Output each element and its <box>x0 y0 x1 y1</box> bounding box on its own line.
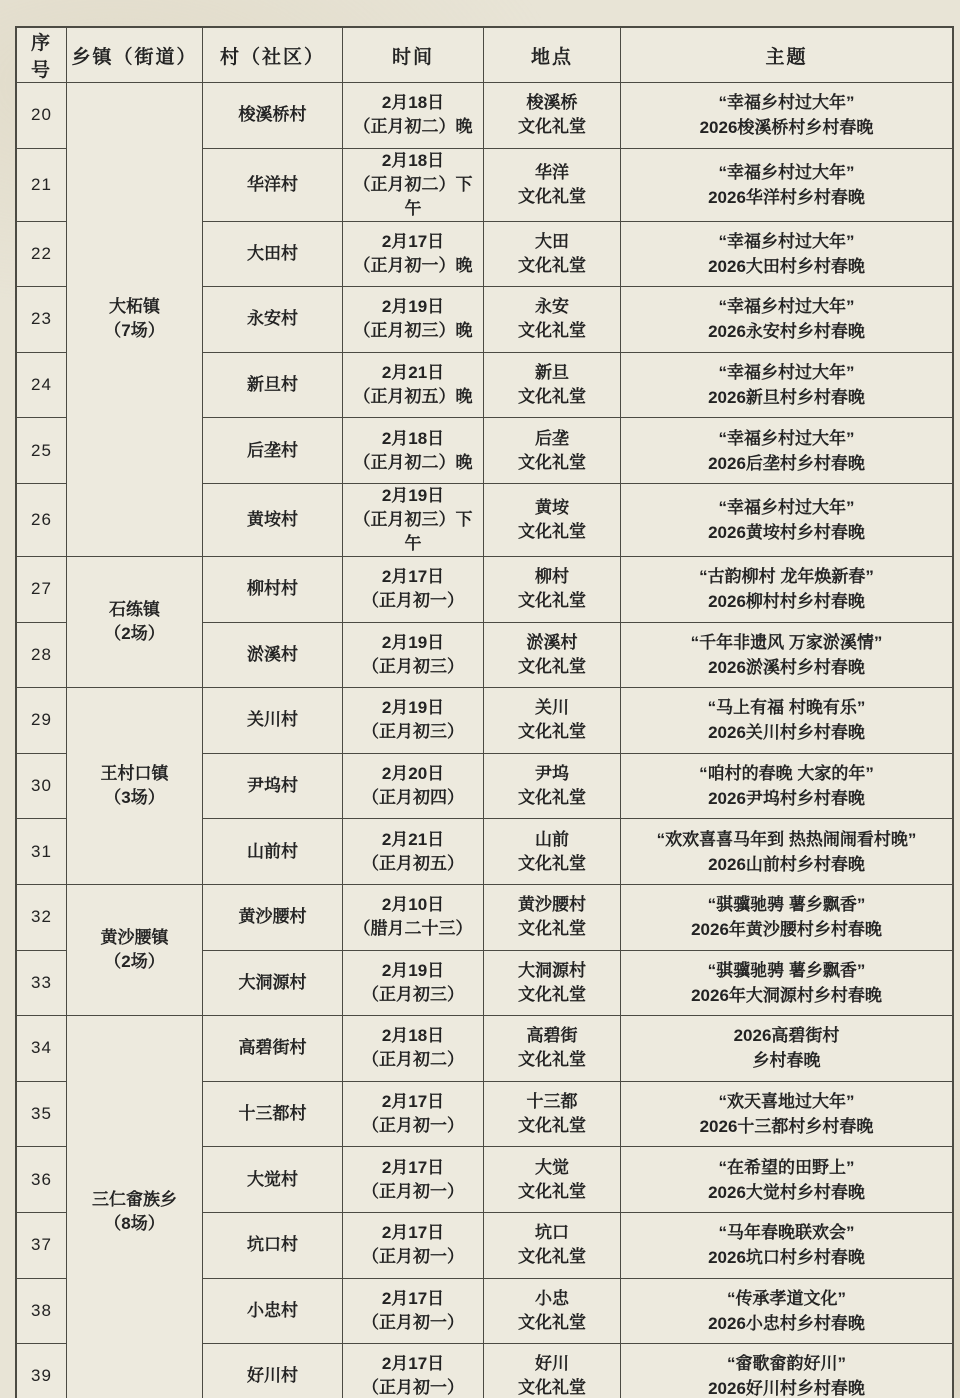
row-number-cell: 32 <box>17 884 67 950</box>
theme-cell: “骐骥驰骋 薯乡飘香” 2026年黄沙腰村乡村春晚 <box>621 884 953 950</box>
time-cell: 2月18日 （正月初二）晚 <box>343 83 484 149</box>
village-cell: 坑口村 <box>203 1212 343 1278</box>
village-cell: 后垄村 <box>203 418 343 484</box>
place-cell: 尹坞 文化礼堂 <box>484 753 621 819</box>
row-number-cell: 29 <box>17 688 67 754</box>
header-town-street: 乡镇（街道） <box>67 28 203 83</box>
time-cell: 2月10日 （腊月二十三） <box>343 884 484 950</box>
time-cell: 2月19日 （正月初三） <box>343 688 484 754</box>
time-cell: 2月17日 （正月初一） <box>343 1147 484 1213</box>
time-cell: 2月18日 （正月初二）下午 <box>343 148 484 221</box>
place-cell: 梭溪桥 文化礼堂 <box>484 83 621 149</box>
place-cell: 新旦 文化礼堂 <box>484 352 621 418</box>
place-cell: 柳村 文化礼堂 <box>484 556 621 622</box>
theme-cell: “咱村的春晚 大家的年” 2026尹坞村乡村春晚 <box>621 753 953 819</box>
place-cell: 关川 文化礼堂 <box>484 688 621 754</box>
theme-cell: “古韵柳村 龙年焕新春” 2026柳村村乡村春晚 <box>621 556 953 622</box>
header-theme: 主题 <box>621 28 953 83</box>
table-row <box>17 1016 953 1082</box>
row-number-cell: 23 <box>17 287 67 353</box>
town-cell: 黄沙腰镇 （2场） <box>67 884 203 1015</box>
theme-cell: “幸福乡村过大年” 2026梭溪桥村乡村春晚 <box>621 83 953 149</box>
row-number-cell: 26 <box>17 483 67 556</box>
village-gala-schedule-table <box>16 27 953 1398</box>
row-number-cell: 27 <box>17 556 67 622</box>
village-cell: 淤溪村 <box>203 622 343 688</box>
row-number-cell: 24 <box>17 352 67 418</box>
header-serial-number: 序号 <box>17 28 67 83</box>
theme-cell: “幸福乡村过大年” 2026永安村乡村春晚 <box>621 287 953 353</box>
theme-cell: “马年春晚联欢会” 2026坑口村乡村春晚 <box>621 1212 953 1278</box>
place-cell: 小忠 文化礼堂 <box>484 1278 621 1344</box>
place-cell: 大田 文化礼堂 <box>484 221 621 287</box>
village-cell: 小忠村 <box>203 1278 343 1344</box>
row-number-cell: 35 <box>17 1081 67 1147</box>
row-number-cell: 22 <box>17 221 67 287</box>
village-cell: 山前村 <box>203 819 343 885</box>
theme-cell: “千年非遗风 万家淤溪情” 2026淤溪村乡村春晚 <box>621 622 953 688</box>
theme-cell: “幸福乡村过大年” 2026黄垵村乡村春晚 <box>621 483 953 556</box>
place-cell: 高碧街 文化礼堂 <box>484 1016 621 1082</box>
row-number-cell: 30 <box>17 753 67 819</box>
row-number-cell: 28 <box>17 622 67 688</box>
time-cell: 2月17日 （正月初一） <box>343 1344 484 1398</box>
theme-cell: “幸福乡村过大年” 2026后垄村乡村春晚 <box>621 418 953 484</box>
place-cell: 十三都 文化礼堂 <box>484 1081 621 1147</box>
place-cell: 淤溪村 文化礼堂 <box>484 622 621 688</box>
theme-cell: “马上有福 村晚有乐” 2026关川村乡村春晚 <box>621 688 953 754</box>
time-cell: 2月19日 （正月初三） <box>343 950 484 1016</box>
village-cell: 黄垵村 <box>203 483 343 556</box>
place-cell: 后垄 文化礼堂 <box>484 418 621 484</box>
time-cell: 2月19日 （正月初三） <box>343 622 484 688</box>
theme-cell: “欢天喜地过大年” 2026十三都村乡村春晚 <box>621 1081 953 1147</box>
village-cell: 关川村 <box>203 688 343 754</box>
place-cell: 黄沙腰村 文化礼堂 <box>484 884 621 950</box>
time-cell: 2月18日 （正月初二） <box>343 1016 484 1082</box>
table-row <box>17 83 953 149</box>
village-cell: 好川村 <box>203 1344 343 1398</box>
schedule-table-body <box>17 83 953 1398</box>
time-cell: 2月19日 （正月初三）晚 <box>343 287 484 353</box>
header-place: 地点 <box>484 28 621 83</box>
row-number-cell: 36 <box>17 1147 67 1213</box>
row-number-cell: 33 <box>17 950 67 1016</box>
time-cell: 2月21日 （正月初五）晚 <box>343 352 484 418</box>
theme-cell: “在希望的田野上” 2026大觉村乡村春晚 <box>621 1147 953 1213</box>
village-cell: 高碧街村 <box>203 1016 343 1082</box>
table-row <box>17 688 953 754</box>
header-time: 时间 <box>343 28 484 83</box>
time-cell: 2月17日 （正月初一） <box>343 1081 484 1147</box>
time-cell: 2月20日 （正月初四） <box>343 753 484 819</box>
row-number-cell: 31 <box>17 819 67 885</box>
time-cell: 2月17日 （正月初一）晚 <box>343 221 484 287</box>
table-row <box>17 556 953 622</box>
theme-cell: “幸福乡村过大年” 2026新旦村乡村春晚 <box>621 352 953 418</box>
row-number-cell: 39 <box>17 1344 67 1398</box>
village-cell: 梭溪桥村 <box>203 83 343 149</box>
theme-cell: “幸福乡村过大年” 2026华洋村乡村春晚 <box>621 148 953 221</box>
theme-cell: 2026高碧街村 乡村春晚 <box>621 1016 953 1082</box>
row-number-cell: 25 <box>17 418 67 484</box>
village-cell: 新旦村 <box>203 352 343 418</box>
theme-cell: “骐骥驰骋 薯乡飘香” 2026年大洞源村乡村春晚 <box>621 950 953 1016</box>
time-cell: 2月17日 （正月初一） <box>343 1278 484 1344</box>
row-number-cell: 34 <box>17 1016 67 1082</box>
time-cell: 2月17日 （正月初一） <box>343 556 484 622</box>
village-cell: 十三都村 <box>203 1081 343 1147</box>
theme-cell: “幸福乡村过大年” 2026大田村乡村春晚 <box>621 221 953 287</box>
place-cell: 山前 文化礼堂 <box>484 819 621 885</box>
place-cell: 永安 文化礼堂 <box>484 287 621 353</box>
town-cell: 王村口镇 （3场） <box>67 688 203 885</box>
header-row <box>17 28 953 83</box>
header-village-community: 村（社区） <box>203 28 343 83</box>
town-cell: 石练镇 （2场） <box>67 556 203 687</box>
place-cell: 黄垵 文化礼堂 <box>484 483 621 556</box>
row-number-cell: 21 <box>17 148 67 221</box>
place-cell: 华洋 文化礼堂 <box>484 148 621 221</box>
time-cell: 2月21日 （正月初五） <box>343 819 484 885</box>
village-cell: 黄沙腰村 <box>203 884 343 950</box>
row-number-cell: 38 <box>17 1278 67 1344</box>
place-cell: 好川 文化礼堂 <box>484 1344 621 1398</box>
place-cell: 大觉 文化礼堂 <box>484 1147 621 1213</box>
village-cell: 尹坞村 <box>203 753 343 819</box>
village-cell: 大觉村 <box>203 1147 343 1213</box>
row-number-cell: 20 <box>17 83 67 149</box>
village-cell: 大田村 <box>203 221 343 287</box>
town-cell: 大柘镇 （7场） <box>67 83 203 557</box>
place-cell: 坑口 文化礼堂 <box>484 1212 621 1278</box>
table-row <box>17 884 953 950</box>
theme-cell: “畲歌畲韵好川” 2026好川村乡村春晚 <box>621 1344 953 1398</box>
row-number-cell: 37 <box>17 1212 67 1278</box>
town-cell: 三仁畲族乡 （8场） <box>67 1016 203 1398</box>
time-cell: 2月18日 （正月初二）晚 <box>343 418 484 484</box>
village-cell: 大洞源村 <box>203 950 343 1016</box>
village-cell: 永安村 <box>203 287 343 353</box>
village-cell: 华洋村 <box>203 148 343 221</box>
theme-cell: “传承孝道文化” 2026小忠村乡村春晚 <box>621 1278 953 1344</box>
place-cell: 大洞源村 文化礼堂 <box>484 950 621 1016</box>
theme-cell: “欢欢喜喜马年到 热热闹闹看村晚” 2026山前村乡村春晚 <box>621 819 953 885</box>
time-cell: 2月19日 （正月初三）下午 <box>343 483 484 556</box>
village-cell: 柳村村 <box>203 556 343 622</box>
time-cell: 2月17日 （正月初一） <box>343 1212 484 1278</box>
